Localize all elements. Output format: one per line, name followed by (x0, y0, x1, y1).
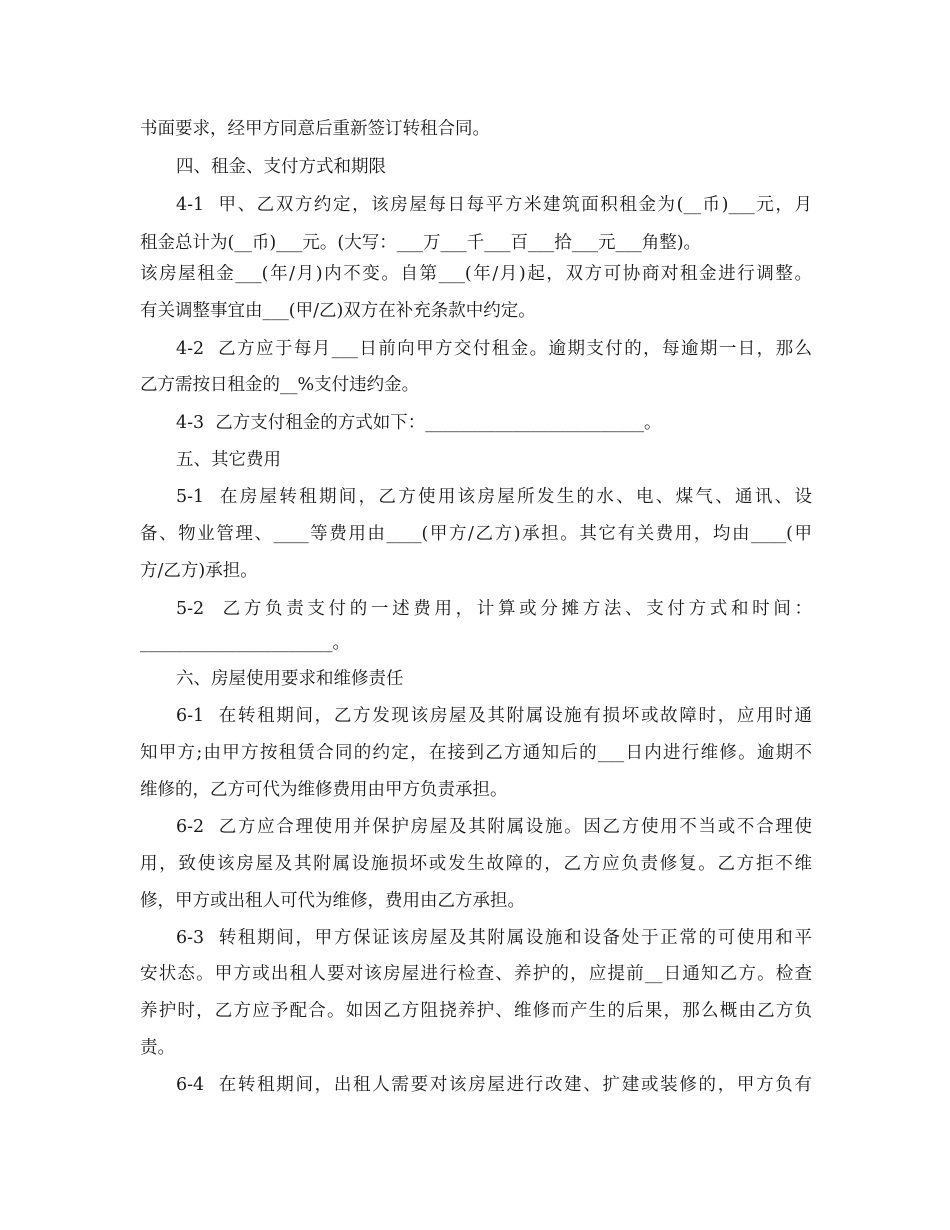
paragraph-line: 用，致使该房屋及其附属设施损坏或发生故障的，乙方应负责修复。乙方拒不维 (140, 854, 812, 874)
paragraph-line: 该房屋租金___(年/月)内不变。自第___(年/月)起，双方可协商对租金进行调整。 (140, 264, 812, 284)
paragraph-line: 乙方需按日租金的__%支付违约金。 (140, 375, 420, 395)
paragraph-line: 备、物业管理、____等费用由____(甲方/乙方)承担。其它有关费用，均由____(甲 (140, 524, 812, 544)
section-heading-6: 六、房屋使用要求和维修责任 (176, 669, 404, 689)
paragraph-line: 责。 (140, 1038, 175, 1058)
paragraph-line: 书面要求，经甲方同意后重新签订转租合同。 (140, 119, 490, 139)
paragraph-line: ______________________。 (140, 633, 350, 653)
paragraph-line: 4-1 甲、乙双方约定，该房屋每日每平方米建筑面积租金为(__币)___元，月 (176, 195, 812, 215)
paragraph-line: 有关调整事宜由___(甲/乙)双方在补充条款中约定。 (140, 301, 536, 321)
paragraph-line: 6-1 在转租期间，乙方发现该房屋及其附属设施有损坏或故障时，应用时通 (176, 706, 812, 726)
paragraph-line: 6-4 在转租期间，出租人需要对该房屋进行改建、扩建或装修的，甲方负有 (176, 1075, 812, 1095)
paragraph-line: 安状态。甲方或出租人要对该房屋进行检查、养护的，应提前__日通知乙方。检查 (140, 964, 812, 984)
paragraph-line: 方/乙方)承担。 (140, 561, 258, 581)
paragraph-line: 4-2 乙方应于每月___日前向甲方交付租金。逾期支付的，每逾期一日，那么 (176, 339, 812, 359)
paragraph-line: 维修的，乙方可代为维修费用由甲方负责承担。 (140, 780, 508, 800)
paragraph-line: 养护时，乙方应予配合。如因乙方阻挠养护、维修而产生的后果，那么概由乙方负 (140, 1001, 812, 1021)
paragraph-line: 6-3 转租期间，甲方保证该房屋及其附属设施和设备处于正常的可使用和平 (176, 928, 812, 948)
section-heading-5: 五、其它费用 (176, 450, 281, 470)
paragraph-line: 知甲方;由甲方按租赁合同的约定，在接到乙方通知后的___日内进行维修。逾期不 (140, 743, 812, 763)
paragraph-line: 5-2 乙方负责支付的一述费用，计算或分摊方法、支付方式和时间： (176, 599, 812, 619)
section-heading-4: 四、租金、支付方式和期限 (176, 157, 386, 177)
paragraph-line: 6-2 乙方应合理使用并保护房屋及其附属设施。因乙方使用不当或不合理使 (176, 817, 812, 837)
paragraph-line: 4-3 乙方支付租金的方式如下：_________________________。 (176, 413, 662, 433)
paragraph-line: 租金总计为(__币)___元。(大写：___万___千___百___拾___元___角整)。 (140, 233, 702, 253)
paragraph-line: 5-1 在房屋转租期间，乙方使用该房屋所发生的水、电、煤气、通讯、设 (176, 487, 812, 507)
paragraph-line: 修，甲方或出租人可代为维修，费用由乙方承担。 (140, 891, 525, 911)
